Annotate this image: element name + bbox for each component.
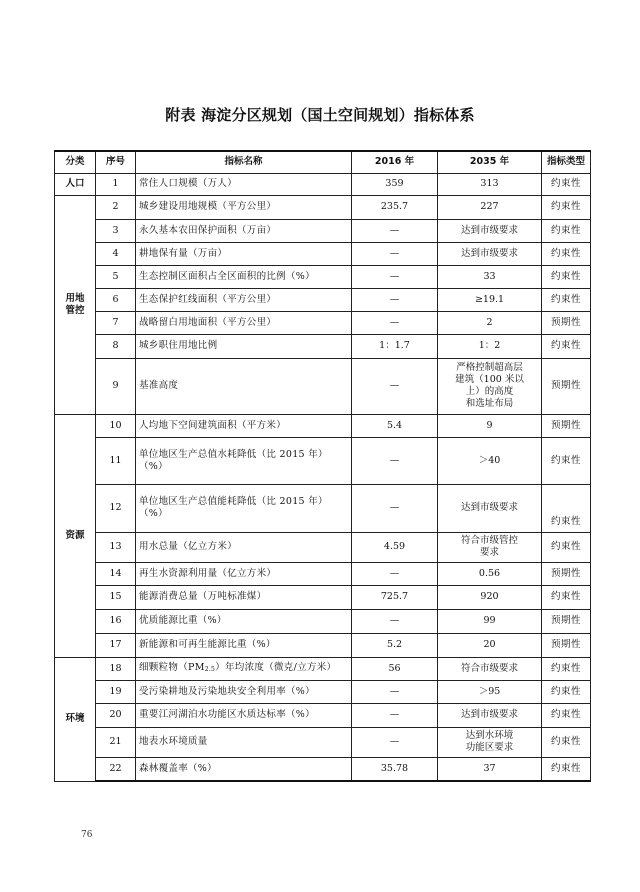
header-type: 指标类型 bbox=[542, 151, 591, 173]
value-2035-line: 要求 bbox=[479, 547, 499, 558]
indicator-name: 生态控制区面积占全区面积的比例（%） bbox=[136, 265, 352, 288]
row-number: 11 bbox=[96, 437, 136, 484]
table-row bbox=[55, 334, 591, 358]
category-resources: 资源 bbox=[55, 414, 96, 657]
indicator-type: 约束性 bbox=[542, 703, 591, 727]
table-row bbox=[55, 219, 591, 242]
indicator-name: 耕地保有量（万亩） bbox=[136, 242, 352, 265]
table-row bbox=[55, 757, 591, 781]
header-2016: 2016 年 bbox=[352, 151, 438, 173]
row-number: 22 bbox=[96, 757, 136, 781]
value-2035: 达到市级要求 bbox=[438, 703, 542, 727]
category-population: 人口 bbox=[55, 173, 96, 195]
indicator-name: 森林覆盖率（%） bbox=[136, 757, 352, 781]
value-2035: 1：2 bbox=[438, 334, 542, 358]
row-number: 3 bbox=[96, 219, 136, 242]
table-row bbox=[55, 195, 591, 219]
table-row bbox=[55, 288, 591, 311]
table-row bbox=[55, 173, 591, 195]
value-2035: 9 bbox=[438, 414, 542, 437]
indicator-name: 人均地下空间建筑面积（平方米） bbox=[136, 414, 352, 437]
table-row bbox=[55, 311, 591, 334]
table-row bbox=[55, 703, 591, 727]
value-2035: 达到市级要求 bbox=[438, 242, 542, 265]
table-row bbox=[55, 657, 591, 680]
row-number: 10 bbox=[96, 414, 136, 437]
indicator-name bbox=[136, 657, 352, 680]
indicator-name: 再生水资源利用量（亿立方米） bbox=[136, 562, 352, 585]
indicator-type: 预期性 bbox=[542, 311, 591, 334]
row-number: 12 bbox=[96, 484, 136, 532]
value-2035-line: 和选址布局 bbox=[465, 398, 514, 409]
table-row bbox=[55, 532, 591, 562]
table-header-row bbox=[55, 151, 591, 173]
value-2035: 227 bbox=[438, 195, 542, 219]
value-2016: 56 bbox=[352, 657, 438, 680]
category-landuse bbox=[55, 195, 96, 414]
row-number: 13 bbox=[96, 532, 136, 562]
header-2035: 2035 年 bbox=[438, 151, 542, 173]
table-row bbox=[55, 727, 591, 757]
page-title: 附表 海淀分区规划（国土空间规划）指标体系 bbox=[165, 106, 475, 124]
indicator-name-subscript: 2.5 bbox=[204, 665, 216, 673]
table-row bbox=[55, 562, 591, 585]
value-2016: — bbox=[352, 703, 438, 727]
indicator-name: 重要江河湖泊水功能区水质达标率（%） bbox=[136, 703, 352, 727]
value-2016: — bbox=[352, 562, 438, 585]
value-2035: ＞95 bbox=[438, 680, 542, 703]
table-row bbox=[55, 609, 591, 633]
value-2016: — bbox=[352, 680, 438, 703]
value-2016: 5.4 bbox=[352, 414, 438, 437]
row-number: 15 bbox=[96, 585, 136, 609]
value-2016: 4.59 bbox=[352, 532, 438, 562]
category-environment: 环境 bbox=[55, 657, 96, 781]
indicator-name: 基准高度 bbox=[136, 358, 352, 414]
row-number: 1 bbox=[96, 173, 136, 195]
value-2016: — bbox=[352, 609, 438, 633]
table-row bbox=[55, 680, 591, 703]
indicator-type: 约束性 bbox=[542, 334, 591, 358]
indicator-type: 预期性 bbox=[542, 358, 591, 414]
indicator-type: 预期性 bbox=[542, 562, 591, 585]
indicator-type: 约束性 bbox=[542, 757, 591, 781]
indicator-type: 预期性 bbox=[542, 633, 591, 657]
header-name: 指标名称 bbox=[136, 151, 352, 173]
indicator-name: 城乡建设用地规模（平方公里） bbox=[136, 195, 352, 219]
indicator-type: 约束性 bbox=[542, 219, 591, 242]
value-2016: — bbox=[352, 288, 438, 311]
indicator-name: 战略留白用地面积（平方公里） bbox=[136, 311, 352, 334]
row-number: 20 bbox=[96, 703, 136, 727]
indicator-type: 预期性 bbox=[542, 609, 591, 633]
indicator-name-pre: 细颗粒物（PM bbox=[139, 661, 205, 673]
indicator-type: 约束性 bbox=[542, 585, 591, 609]
indicator-type: 约束性 bbox=[542, 195, 591, 219]
indicator-name-post: ）年均浓度（微克/立方米） bbox=[215, 661, 337, 673]
indicator-name: 永久基本农田保护面积（万亩） bbox=[136, 219, 352, 242]
value-2016: — bbox=[352, 727, 438, 757]
table-row bbox=[55, 358, 591, 414]
value-2035-line: 严格控制超高层 bbox=[456, 362, 523, 373]
indicator-name-line: 单位地区生产总值能耗降低（比 2015 年） bbox=[139, 496, 328, 507]
row-number: 9 bbox=[96, 358, 136, 414]
value-2016: 5.2 bbox=[352, 633, 438, 657]
value-2035: 2 bbox=[438, 311, 542, 334]
value-2016: — bbox=[352, 265, 438, 288]
indicator-name: 生态保护红线面积（平方公里） bbox=[136, 288, 352, 311]
indicator-type: 约束性 bbox=[542, 242, 591, 265]
value-2035: 达到市级要求 bbox=[438, 219, 542, 242]
value-2035-line: 符合市级管控 bbox=[460, 535, 518, 546]
category-landuse-line2: 管控 bbox=[65, 304, 85, 316]
row-number: 6 bbox=[96, 288, 136, 311]
row-number: 5 bbox=[96, 265, 136, 288]
value-2035: 符合市级要求 bbox=[438, 657, 542, 680]
value-2035: 达到市级要求 bbox=[438, 484, 542, 532]
indicator-type: 约束性 bbox=[542, 727, 591, 757]
value-2016: 359 bbox=[352, 173, 438, 195]
table-row bbox=[55, 414, 591, 437]
indicator-name: 地表水环境质量 bbox=[136, 727, 352, 757]
value-2035-line: 上）的高度 bbox=[465, 386, 514, 397]
indicator-type: 约束性 bbox=[542, 437, 591, 484]
row-number: 21 bbox=[96, 727, 136, 757]
indicator-name: 优质能源比重（%） bbox=[136, 609, 352, 633]
header-category: 分类 bbox=[55, 151, 96, 173]
indicator-type: 约束性 bbox=[542, 680, 591, 703]
value-2035 bbox=[438, 727, 542, 757]
value-2035-line: 建筑（100 米以 bbox=[455, 374, 524, 385]
indicator-table bbox=[54, 150, 591, 782]
value-2016: 725.7 bbox=[352, 585, 438, 609]
value-2016: — bbox=[352, 358, 438, 414]
table-row bbox=[55, 633, 591, 657]
indicator-name: 能源消费总量（万吨标准煤） bbox=[136, 585, 352, 609]
indicator-name: 城乡职住用地比例 bbox=[136, 334, 352, 358]
value-2035: 33 bbox=[438, 265, 542, 288]
indicator-type: 约束性 bbox=[542, 657, 591, 680]
indicator-name-line: （%） bbox=[139, 460, 168, 472]
value-2016: 35.78 bbox=[352, 757, 438, 781]
category-landuse-line1: 用地 bbox=[65, 292, 85, 304]
indicator-name bbox=[136, 484, 352, 532]
value-2035-line: 功能区要求 bbox=[465, 742, 514, 753]
indicator-type: 约束性 bbox=[542, 288, 591, 311]
value-2016: — bbox=[352, 219, 438, 242]
indicator-name-line: （%） bbox=[139, 508, 168, 519]
page-number: 76 bbox=[81, 830, 93, 840]
row-number: 17 bbox=[96, 633, 136, 657]
table-row bbox=[55, 585, 591, 609]
value-2016: 1：1.7 bbox=[352, 334, 438, 358]
indicator-name: 新能源和可再生能源比重（%） bbox=[136, 633, 352, 657]
value-2035: ≥19.1 bbox=[438, 288, 542, 311]
table-row bbox=[55, 437, 591, 484]
value-2035: 20 bbox=[438, 633, 542, 657]
value-2016: — bbox=[352, 484, 438, 532]
value-2035 bbox=[438, 358, 542, 414]
indicator-name bbox=[136, 437, 352, 484]
indicator-type: 约束性 bbox=[542, 532, 591, 562]
header-number: 序号 bbox=[96, 151, 136, 173]
indicator-name: 常住人口规模（万人） bbox=[136, 173, 352, 195]
value-2016: — bbox=[352, 437, 438, 484]
table-row bbox=[55, 242, 591, 265]
table-row bbox=[55, 265, 591, 288]
value-2035: ＞40 bbox=[438, 437, 542, 484]
value-2035: 0.56 bbox=[438, 562, 542, 585]
value-2016: — bbox=[352, 242, 438, 265]
table-row bbox=[55, 484, 591, 532]
value-2016: 235.7 bbox=[352, 195, 438, 219]
row-number: 4 bbox=[96, 242, 136, 265]
indicator-type: 约束性 bbox=[542, 173, 591, 195]
indicator-type: 预期性 bbox=[542, 414, 591, 437]
indicator-type: 约束性 bbox=[542, 484, 591, 532]
value-2035-line: 达到水环境 bbox=[465, 730, 514, 741]
row-number: 8 bbox=[96, 334, 136, 358]
value-2035: 920 bbox=[438, 585, 542, 609]
row-number: 14 bbox=[96, 562, 136, 585]
indicator-type: 约束性 bbox=[542, 265, 591, 288]
value-2016: — bbox=[352, 311, 438, 334]
indicator-name-line: 单位地区生产总值水耗降低（比 2015 年） bbox=[139, 448, 328, 460]
value-2035: 313 bbox=[438, 173, 542, 195]
row-number: 18 bbox=[96, 657, 136, 680]
value-2035: 37 bbox=[438, 757, 542, 781]
row-number: 19 bbox=[96, 680, 136, 703]
row-number: 7 bbox=[96, 311, 136, 334]
indicator-name: 用水总量（亿立方米） bbox=[136, 532, 352, 562]
value-2035 bbox=[438, 532, 542, 562]
indicator-name: 受污染耕地及污染地块安全利用率（%） bbox=[136, 680, 352, 703]
value-2035: 99 bbox=[438, 609, 542, 633]
row-number: 2 bbox=[96, 195, 136, 219]
row-number: 16 bbox=[96, 609, 136, 633]
